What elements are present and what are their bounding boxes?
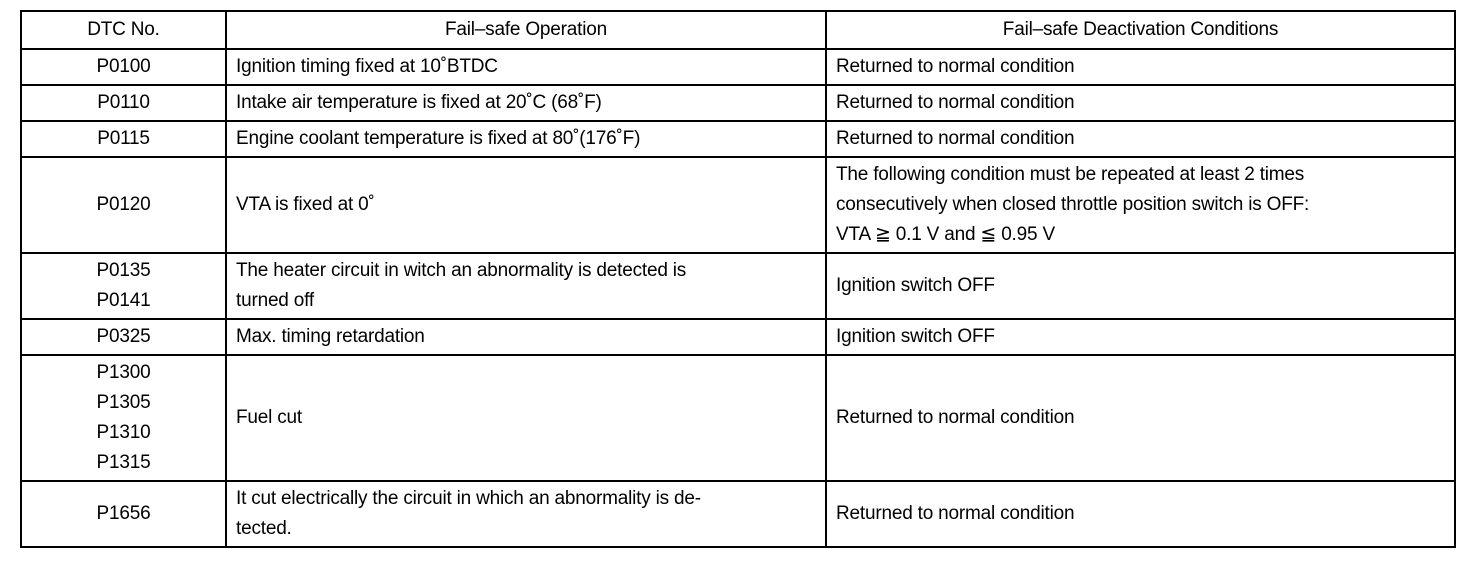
fail-safe-table <box>20 10 1456 548</box>
deactivation-text: Returned to normal condition <box>836 92 1075 113</box>
deactivation-text: Returned to normal condition <box>836 503 1075 524</box>
dtc-code: P0141 <box>96 290 151 311</box>
table-header <box>21 11 1455 49</box>
table-row-p1300-p1315 <box>21 355 1455 481</box>
operation-text: It cut electrically the circuit in which an abnormality is de- <box>236 488 701 509</box>
dtc-cell <box>21 319 226 355</box>
operation-text: tected. <box>236 518 292 539</box>
dtc-cell <box>21 157 226 253</box>
operation-cell <box>226 319 826 355</box>
deactivation-text: Ignition switch OFF <box>836 326 995 347</box>
deactivation-cell <box>826 253 1455 319</box>
deactivation-cell <box>826 49 1455 85</box>
dtc-code: P1305 <box>96 392 151 413</box>
dtc-cell <box>21 49 226 85</box>
deactivation-cell <box>826 481 1455 547</box>
operation-cell <box>226 157 826 253</box>
operation-text: The heater circuit in witch an abnormality is detected is <box>236 260 687 281</box>
operation-text: Ignition timing fixed at 10˚BTDC <box>236 56 498 77</box>
dtc-code: P0325 <box>96 326 151 347</box>
dtc-code: P0115 <box>97 128 150 149</box>
operation-cell <box>226 355 826 481</box>
deactivation-cell <box>826 319 1455 355</box>
deactivation-cell <box>826 85 1455 121</box>
dtc-code: P1656 <box>96 503 151 524</box>
header-fail-safe-operation: Fail–safe Operation <box>226 11 826 49</box>
operation-text: turned off <box>236 290 314 311</box>
operation-cell <box>226 253 826 319</box>
table-row-p0115 <box>21 121 1455 157</box>
header-row <box>21 11 1455 49</box>
operation-text: Fuel cut <box>236 407 302 428</box>
operation-cell <box>226 121 826 157</box>
deactivation-text: Returned to normal condition <box>836 407 1075 428</box>
deactivation-cell <box>826 121 1455 157</box>
dtc-code: P1310 <box>96 422 151 443</box>
deactivation-text: The following condition must be repeated at least 2 times <box>836 164 1305 185</box>
header-dtc-no: DTC No. <box>21 11 226 49</box>
table-row-p0325 <box>21 319 1455 355</box>
table-row-p0100 <box>21 49 1455 85</box>
deactivation-text: Returned to normal condition <box>836 56 1075 77</box>
deactivation-cell <box>826 355 1455 481</box>
dtc-cell <box>21 481 226 547</box>
deactivation-text: Ignition switch OFF <box>836 275 995 296</box>
table-row-p0135-p0141 <box>21 253 1455 319</box>
operation-text: Intake air temperature is fixed at 20˚C (68˚F) <box>236 92 602 113</box>
operation-cell <box>226 85 826 121</box>
operation-cell <box>226 49 826 85</box>
deactivation-text: consecutively when closed throttle position switch is OFF: <box>836 194 1310 215</box>
operation-text: VTA is fixed at 0˚ <box>236 194 375 215</box>
dtc-code: P0120 <box>96 194 151 215</box>
dtc-cell <box>21 253 226 319</box>
table-row-p1656 <box>21 481 1455 547</box>
deactivation-cell <box>826 157 1455 253</box>
dtc-code: P0110 <box>97 92 150 113</box>
dtc-cell <box>21 121 226 157</box>
dtc-code: P1300 <box>96 362 151 383</box>
header-deactivation-conditions: Fail–safe Deactivation Conditions <box>826 11 1455 49</box>
table-row-p0120 <box>21 157 1455 253</box>
deactivation-text: Returned to normal condition <box>836 128 1075 149</box>
dtc-code: P0135 <box>96 260 151 281</box>
dtc-code: P1315 <box>96 452 151 473</box>
operation-text: Engine coolant temperature is fixed at 80˚(176˚F) <box>236 128 641 149</box>
operation-text: Max. timing retardation <box>236 326 425 347</box>
dtc-cell <box>21 85 226 121</box>
operation-cell <box>226 481 826 547</box>
deactivation-text: VTA ≧ 0.1 V and ≦ 0.95 V <box>836 224 1055 245</box>
table-row-p0110 <box>21 85 1455 121</box>
table-body <box>21 49 1455 547</box>
dtc-code: P0100 <box>96 56 151 77</box>
dtc-cell <box>21 355 226 481</box>
